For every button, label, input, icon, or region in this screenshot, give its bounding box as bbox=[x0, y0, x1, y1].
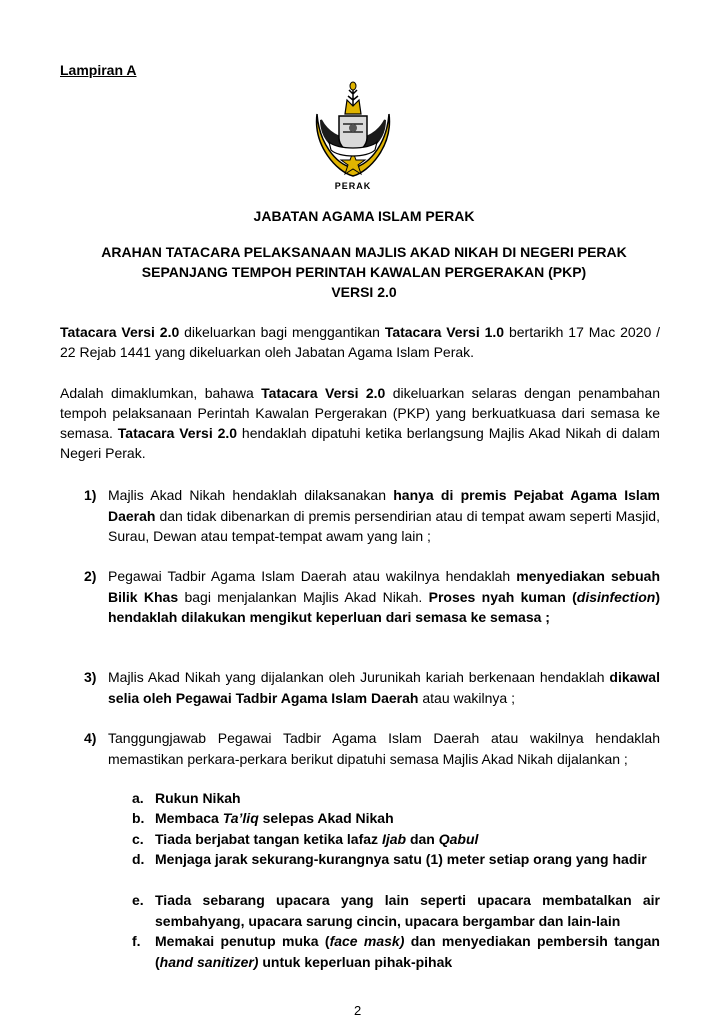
sub-item-f: f. Memakai penutup muka (face mask) dan menyediakan pembersih tangan (hand sanitizer) untuk keperluan pihak-pihak bbox=[132, 933, 660, 970]
list-item-1: 1) Majlis Akad Nikah hendaklah dilaksanakan hanya di premis Pejabat Agama Islam Daerah dan tidak dibenarkan di premis persendirian atau di tempat awam seperti Masjid, Surau, Dewan atau tempat-tempat awam yang lain ; bbox=[84, 487, 660, 544]
department-heading: JABATAN AGAMA ISLAM PERAK bbox=[253, 208, 475, 224]
intro-paragraph-2: Adalah dimaklumkan, bahawa Tatacara Versi 2.0 dikeluarkan selaras dengan penambahan tempoh pelaksanaan Perintah Kawalan Pergerakan (PKP) yang berkuatkuasa dari semasa ke semasa. Tatacara Versi 2.0 hendaklah dipatuhi ketika berlangsung Majlis Akad Nikah di dalam Negeri Perak. bbox=[60, 385, 660, 461]
list-item-2: 2) Pegawai Tadbir Agama Islam Daerah atau wakilnya hendaklah menyediakan sebuah Bilik Khas bagi menjalankan Majlis Akad Nikah. Proses nyah kuman (disinfection) hendaklah dilakukan mengikut keperluan dari semasa ke semasa ; bbox=[84, 568, 661, 625]
version-heading: VERSI 2.0 bbox=[331, 284, 397, 300]
list-item-3: 3) Majlis Akad Nikah yang dijalankan oleh Jurunikah kariah berkenaan hendaklah dikawal selia oleh Pegawai Tadbir Agama Islam Daerah atau wakilnya ; bbox=[84, 669, 660, 706]
page-number: 2 bbox=[354, 1003, 362, 1018]
sub-item-a: a. Rukun Nikah bbox=[132, 790, 241, 806]
perak-crest-icon bbox=[303, 80, 403, 192]
sub-item-b: b. Membaca Ta’liq selepas Akad Nikah bbox=[132, 810, 394, 826]
title-line-1: ARAHAN TATACARA PELAKSANAAN MAJLIS AKAD NIKAH DI NEGERI PERAK bbox=[101, 244, 627, 260]
list-item-4: 4) Tanggungjawab Pegawai Tadbir Agama Islam Daerah atau wakilnya hendaklah memastikan perkara-perkara berikut dipatuhi semasa Majlis Akad Nikah dijalankan ; bbox=[84, 730, 660, 767]
sub-item-d: d. Menjaga jarak sekurang-kurangnya satu (1) meter setiap orang yang hadir bbox=[132, 851, 647, 867]
sub-item-e: e. Tiada sebarang upacara yang lain seperti upacara membatalkan air sembahyang, upacara sarung cincin, upacara bergambar dan lain-lain bbox=[132, 892, 660, 929]
title-line-2: SEPANJANG TEMPOH PERINTAH KAWALAN PERGERAKAN (PKP) bbox=[141, 264, 587, 280]
sub-item-c: c. Tiada berjabat tangan ketika lafaz Ijab dan Qabul bbox=[132, 831, 479, 847]
crest-label: PERAK bbox=[334, 181, 372, 191]
lampiran-label: Lampiran A bbox=[60, 62, 137, 78]
intro-paragraph-1: Tatacara Versi 2.0 dikeluarkan bagi menggantikan Tatacara Versi 1.0 bertarikh 17 Mac 2020 / 22 Rejab 1441 yang dikeluarkan oleh Jabatan Agama Islam Perak. bbox=[60, 324, 661, 360]
